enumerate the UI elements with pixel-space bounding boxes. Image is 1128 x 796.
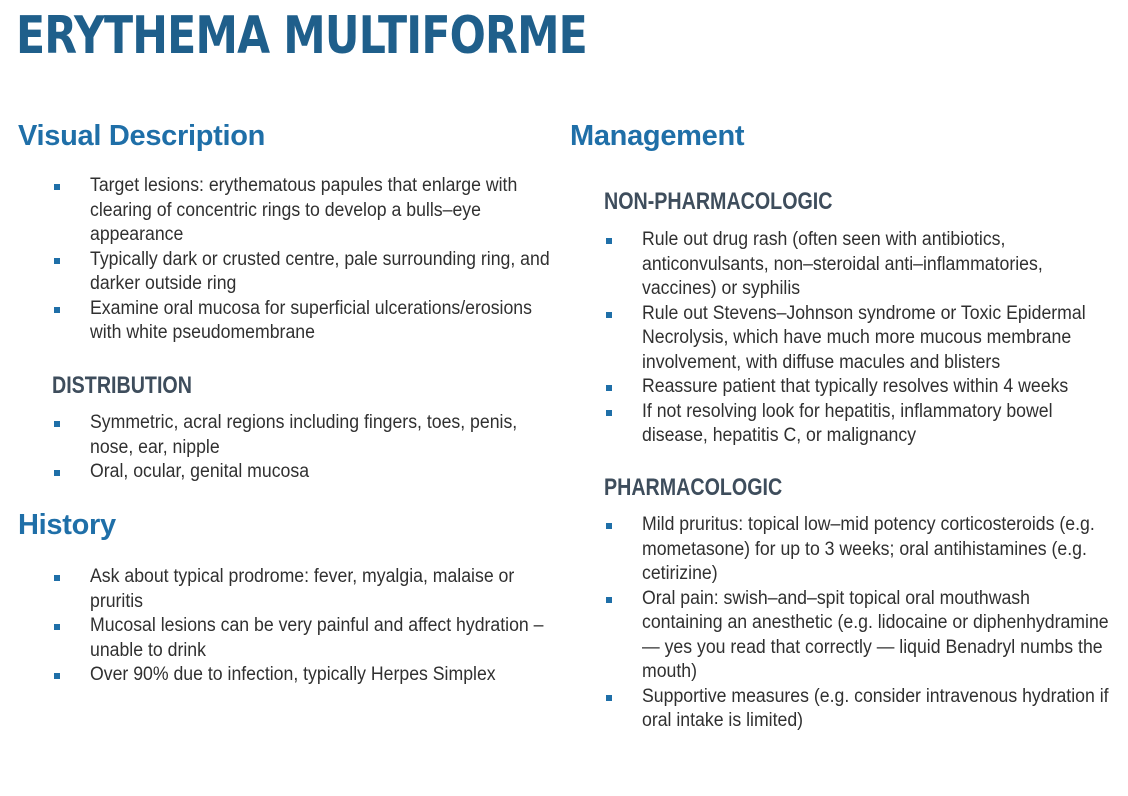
page-title: ERYTHEMA MULTIFORME (16, 6, 588, 66)
list-item: Mild pruritus: topical low–mid potency corticosteroids (e.g. mometasone) for up to 3 weeks; oral antihistamines (e.g. cetirizine) (606, 513, 1116, 587)
non-pharmacologic-heading: NON-PHARMACOLOGIC (604, 188, 833, 215)
bullet-square-icon (606, 523, 612, 529)
bullet-square-icon (606, 312, 612, 318)
bullet-square-icon (606, 597, 612, 603)
bullet-square-icon (54, 307, 60, 313)
visual-description-heading: Visual Description (18, 120, 266, 152)
pharmacologic-list (606, 513, 1116, 734)
list-item: Over 90% due to infection, typically Herpes Simplex (54, 663, 554, 688)
history-list (54, 565, 554, 688)
list-item: Target lesions: erythematous papules that enlarge with clearing of concentric rings to develop a bulls–eye appearance (54, 174, 554, 248)
bullet-square-icon (606, 385, 612, 391)
pharmacologic-heading: PHARMACOLOGIC (604, 474, 783, 501)
non-pharmacologic-list (606, 228, 1116, 449)
bullet-square-icon (54, 184, 60, 190)
bullet-square-icon (606, 695, 612, 701)
list-item: Rule out drug rash (often seen with antibiotics, anticonvulsants, non–steroidal anti–inflammatories, vaccines) or syphilis (606, 228, 1116, 302)
list-item: Oral, ocular, genital mucosa (54, 460, 554, 485)
bullet-square-icon (54, 575, 60, 581)
management-heading: Management (570, 120, 745, 152)
list-item: Rule out Stevens–Johnson syndrome or Toxic Epidermal Necrolysis, which have much more mucous membrane involvement, with diffuse macules and blisters (606, 302, 1116, 376)
list-item: Typically dark or crusted centre, pale surrounding ring, and darker outside ring (54, 248, 554, 297)
list-item: Ask about typical prodrome: fever, myalgia, malaise or pruritis (54, 565, 554, 614)
history-heading: History (18, 509, 116, 541)
bullet-square-icon (54, 258, 60, 264)
bullet-square-icon (54, 673, 60, 679)
distribution-list (54, 411, 554, 485)
bullet-square-icon (606, 238, 612, 244)
list-item: If not resolving look for hepatitis, inflammatory bowel disease, hepatitis C, or malignancy (606, 400, 1116, 449)
list-item: Examine oral mucosa for superficial ulcerations/erosions with white pseudomembrane (54, 297, 554, 346)
list-item: Symmetric, acral regions including fingers, toes, penis, nose, ear, nipple (54, 411, 554, 460)
bullet-square-icon (606, 410, 612, 416)
list-item: Supportive measures (e.g. consider intravenous hydration if oral intake is limited) (606, 685, 1116, 734)
bullet-square-icon (54, 624, 60, 630)
visual-description-list (54, 174, 554, 346)
bullet-square-icon (54, 421, 60, 427)
bullet-square-icon (54, 470, 60, 476)
distribution-heading: DISTRIBUTION (52, 372, 192, 399)
list-item: Reassure patient that typically resolves within 4 weeks (606, 375, 1116, 400)
list-item: Mucosal lesions can be very painful and affect hydration – unable to drink (54, 614, 554, 663)
list-item: Oral pain: swish–and–spit topical oral mouthwash containing an anesthetic (e.g. lidocaine or diphenhydramine — yes you read that correctly — liquid Benadryl numbs the mouth) (606, 587, 1116, 685)
